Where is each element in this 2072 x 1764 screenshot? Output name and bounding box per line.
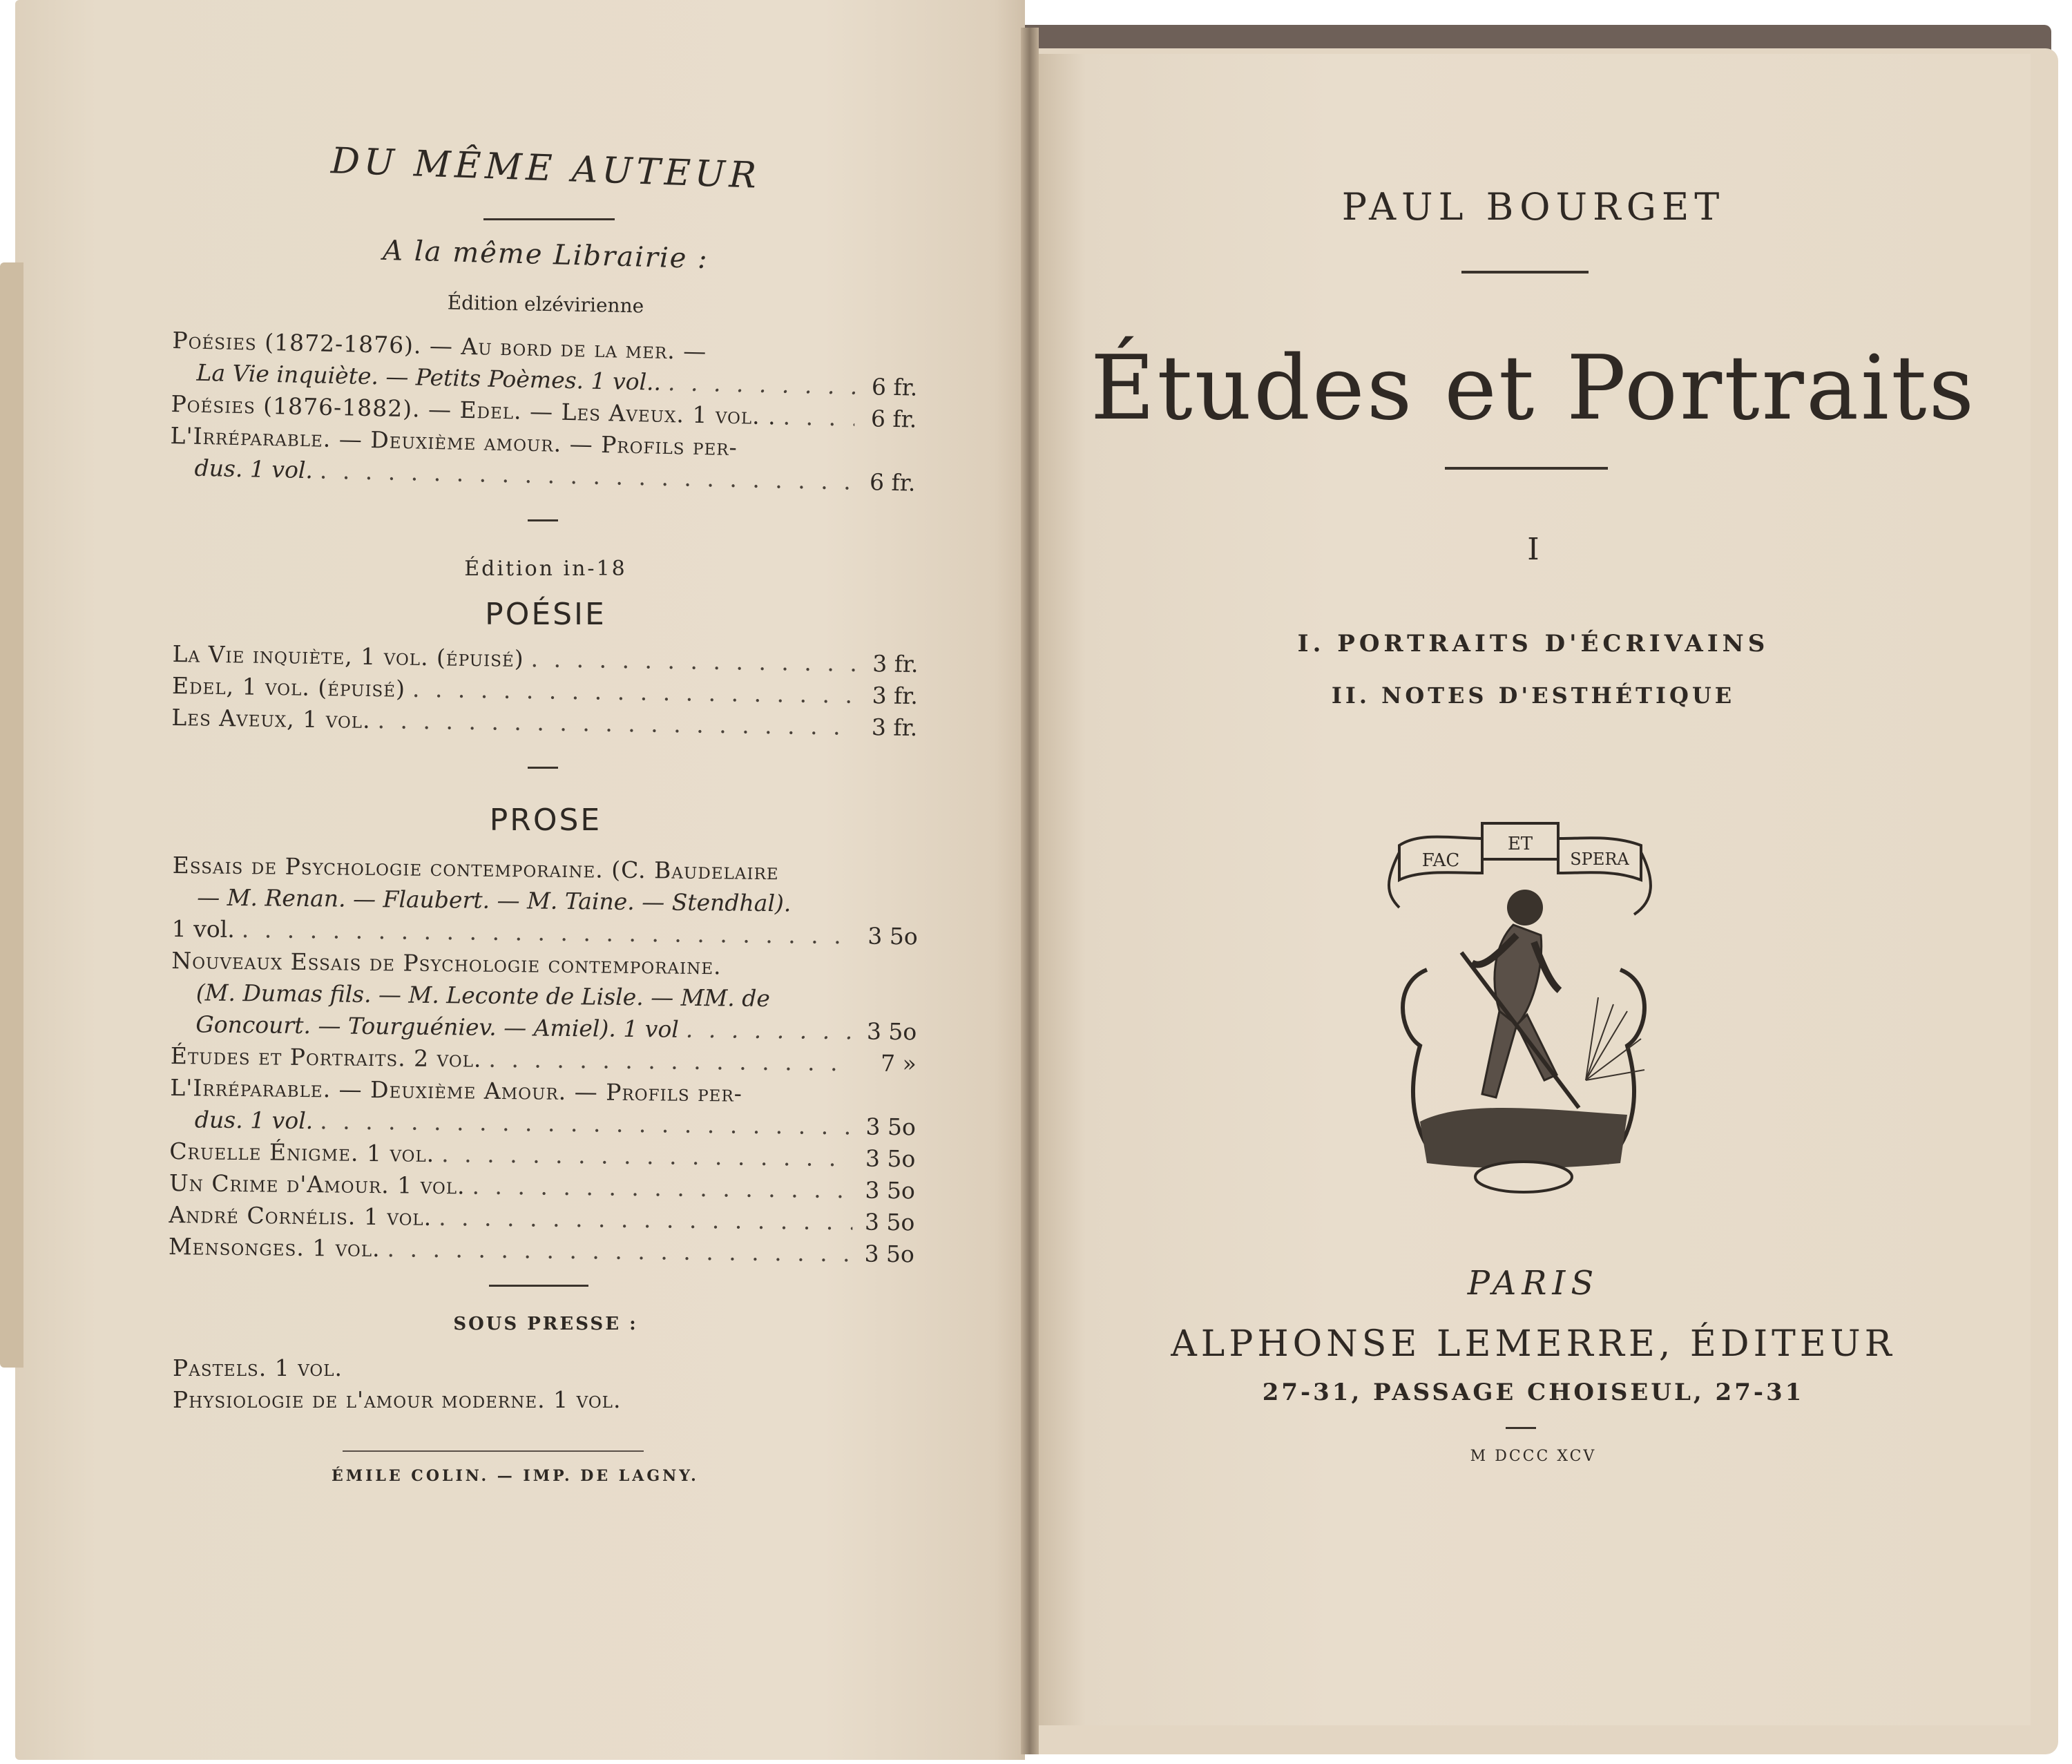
poesie-heading: POÉSIE xyxy=(485,597,606,632)
item-title: Poésies (1876-1882). — Edel. — Les Aveux. 1 vol. . xyxy=(171,390,777,430)
item-title-continued: 1 vol. xyxy=(171,914,236,943)
item-price: 3 5o xyxy=(865,1176,916,1205)
leader-dots xyxy=(432,1202,853,1238)
edition-elzevir-label: Édition elzévirienne xyxy=(447,291,644,318)
item-price: 6 fr. xyxy=(869,468,916,497)
leader-dots xyxy=(380,1233,852,1269)
item-title-continued: (M. Dumas fils. — M. Leconte de Lisle. — MM. de xyxy=(195,979,771,1013)
publisher-device-emblem xyxy=(1379,804,1669,1205)
author-name: PAUL BOURGET xyxy=(1341,185,1725,229)
item-price: 3 fr. xyxy=(871,713,918,742)
printer-rule xyxy=(343,1450,644,1452)
book-title: Études et Portraits xyxy=(1090,337,1977,440)
item-title-continued: dus. 1 vol. xyxy=(194,1106,314,1135)
item-price: 3 5o xyxy=(867,922,918,950)
item-price: 3 fr. xyxy=(872,682,919,710)
header-rule xyxy=(483,218,615,220)
item-title: Les Aveux, 1 vol. xyxy=(171,703,371,734)
sous-presse-list xyxy=(173,1352,919,1416)
address-rule xyxy=(1506,1427,1536,1429)
list-item xyxy=(173,1352,919,1384)
publication-year: M DCCC XCV xyxy=(1470,1448,1597,1465)
leader-dots xyxy=(481,1044,854,1080)
item-price: 3 5o xyxy=(865,1144,916,1173)
leader-dots xyxy=(370,704,855,743)
city-paris: PARIS xyxy=(1467,1264,1600,1303)
volume-number: I xyxy=(1527,532,1539,567)
item-title: Essais de Psychologie contemporaine. (C. Baudelaire xyxy=(172,851,779,885)
section-divider xyxy=(489,1285,588,1287)
prose-heading: PROSE xyxy=(489,803,602,838)
leader-dots xyxy=(661,367,856,403)
item-price: 3 5o xyxy=(864,1240,915,1268)
prose-list xyxy=(169,850,919,1270)
item-title: Nouveaux Essais de Psychologie contemporaine. xyxy=(171,946,722,980)
leader-dots xyxy=(313,1105,854,1142)
item-title: L'Irréparable. — Deuxième amour. — Profils per- xyxy=(170,421,738,461)
list-item xyxy=(173,1384,919,1416)
item-price: 3 fr. xyxy=(872,650,919,678)
item-price: 3 5o xyxy=(864,1208,915,1236)
section-divider xyxy=(528,519,558,521)
motto-word: SPERA xyxy=(1570,850,1629,869)
item-title: Poésies (1872-1876). — Au bord de la mer. — xyxy=(172,326,707,365)
item-price: 7 » xyxy=(880,1049,917,1077)
publisher-address: 27-31, PASSAGE CHOISEUL, 27-31 xyxy=(1262,1379,1805,1406)
part-two: II. NOTES D'ESTHÉTIQUE xyxy=(1331,682,1736,709)
item-title-continued: La Vie inquiète. — Petits Poèmes. 1 vol.. xyxy=(196,358,662,396)
item-title: La Vie inquiète, 1 vol. (épuisé) xyxy=(172,640,524,673)
motto-word: ET xyxy=(1507,834,1533,854)
leader-dots xyxy=(776,401,855,434)
motto-word: FAC xyxy=(1421,850,1460,871)
section-divider xyxy=(528,767,558,769)
item-title: Études et Portraits. 2 vol. xyxy=(170,1042,482,1073)
part-one: I. PORTRAITS D'ÉCRIVAINS xyxy=(1297,630,1769,658)
publisher-name: ALPHONSE LEMERRE, ÉDITEUR xyxy=(1171,1323,1896,1365)
title-rule xyxy=(1445,467,1608,470)
printer-imprint: ÉMILE COLIN. — IMP. DE LAGNY. xyxy=(332,1467,699,1485)
item-title: L'Irréparable. — Deuxième Amour. — Profils per- xyxy=(170,1073,743,1107)
item-title: Mensonges. 1 vol. xyxy=(168,1232,381,1263)
item-title: Physiologie de l'amour moderne. 1 vol. xyxy=(173,1386,622,1413)
item-price: 3 5o xyxy=(865,1113,917,1141)
item-title: Edel, 1 vol. (épuisé) xyxy=(171,671,406,702)
item-price: 6 fr. xyxy=(871,373,918,401)
leader-dots xyxy=(524,643,856,680)
item-price: 6 fr. xyxy=(870,405,917,433)
sous-presse-heading: SOUS PRESSE : xyxy=(453,1314,638,1334)
item-title: Cruelle Énigme. 1 vol. xyxy=(169,1137,435,1167)
leader-dots xyxy=(679,1014,855,1048)
du-meme-auteur-heading: DU MÊME AUTEUR xyxy=(330,140,761,197)
left-page-edges xyxy=(0,262,23,1368)
author-rule xyxy=(1461,271,1589,274)
item-title: Un Crime d'Amour. 1 vol. xyxy=(169,1169,466,1200)
item-title-continued: — M. Renan. — Flaubert. — M. Taine. — Stendhal). xyxy=(197,883,792,917)
book-gutter xyxy=(1021,28,1039,1754)
item-title-continued: dus. 1 vol. xyxy=(194,454,314,484)
item-title-continued: Goncourt. — Tourguéniev. — Amiel). 1 vol xyxy=(195,1010,680,1043)
elzevir-list xyxy=(169,325,919,499)
leader-dots xyxy=(465,1170,853,1206)
edition-in18-label: Édition in-18 xyxy=(464,557,627,581)
leader-dots xyxy=(434,1138,854,1174)
librairie-subheading: A la même Librairie : xyxy=(382,234,709,276)
item-price: 3 5o xyxy=(866,1017,917,1046)
item-title: Pastels. 1 vol. xyxy=(173,1354,343,1381)
item-title: André Cornélis. 1 vol. xyxy=(169,1200,432,1231)
poesie-list xyxy=(171,638,919,744)
